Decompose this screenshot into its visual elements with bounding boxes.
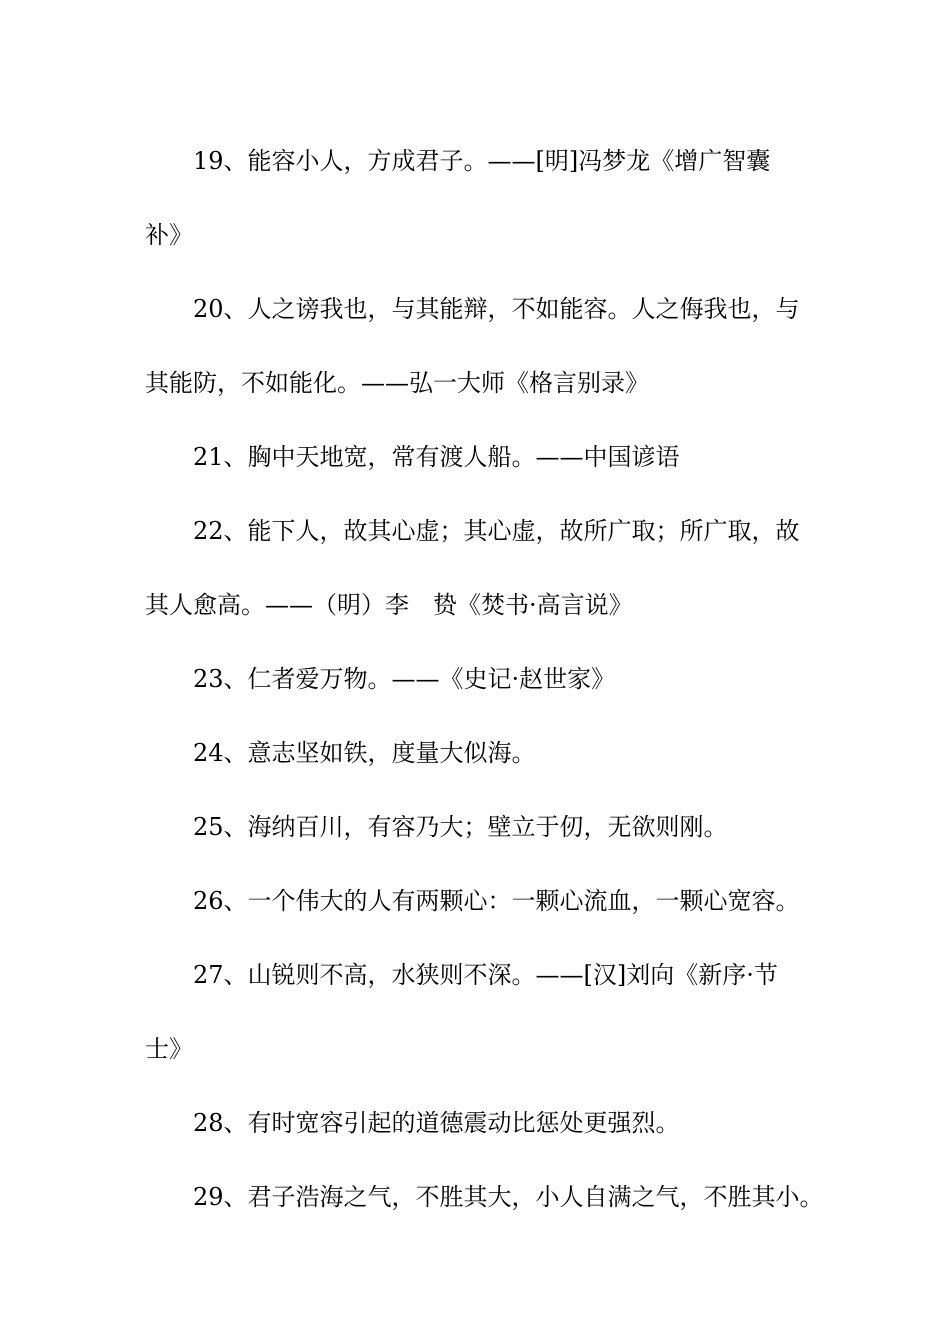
quote-line: 28、有时宽容引起的道德震动比惩处更强烈。 [193, 1109, 680, 1137]
quote-paragraph [145, 494, 820, 642]
quote-line: 补》 [145, 221, 193, 249]
quote-line: 27、山锐则不高，水狭则不深。——[汉]刘向《新序·节 [193, 961, 778, 989]
quote-line: 29、君子浩海之气，不胜其大，小人自满之气，不胜其小。 [193, 1183, 824, 1211]
quote-line: 其能防，不如能化。——弘一大师《格言别录》 [145, 369, 649, 397]
quote-line: 20、人之谤我也，与其能辩，不如能容。人之侮我也，与 [193, 295, 800, 323]
quote-paragraph [145, 272, 820, 420]
quote-paragraph [145, 938, 820, 1086]
quote-line: 士》 [145, 1035, 193, 1063]
quote-line: 25、海纳百川，有容乃大；壁立于仞，无欲则刚。 [193, 813, 728, 841]
quote-line: 其人愈高。——（明）李 贽《焚书·高言说》 [145, 591, 633, 619]
quote-paragraph [145, 1086, 820, 1160]
quote-line: 19、能容小人，方成君子。——[明]冯梦龙《增广智囊 [193, 147, 771, 175]
quote-paragraph [145, 790, 820, 864]
quote-paragraph [145, 124, 820, 272]
quote-paragraph [145, 716, 820, 790]
quote-line: 24、意志坚如铁，度量大似海。 [193, 739, 536, 767]
quote-paragraph [145, 420, 820, 494]
quote-paragraph [145, 642, 820, 716]
quote-line: 21、胸中天地宽，常有渡人船。——中国谚语 [193, 443, 680, 471]
quote-line: 23、仁者爱万物。——《史记·赵世家》 [193, 665, 616, 693]
quote-paragraph [145, 864, 820, 938]
quote-paragraph [145, 1160, 824, 1234]
quote-line: 22、能下人，故其心虚；其心虚，故所广取；所广取，故 [193, 517, 800, 545]
quote-list [145, 124, 824, 1234]
quote-line: 26、一个伟大的人有两颗心：一颗心流血，一颗心宽容。 [193, 887, 800, 915]
